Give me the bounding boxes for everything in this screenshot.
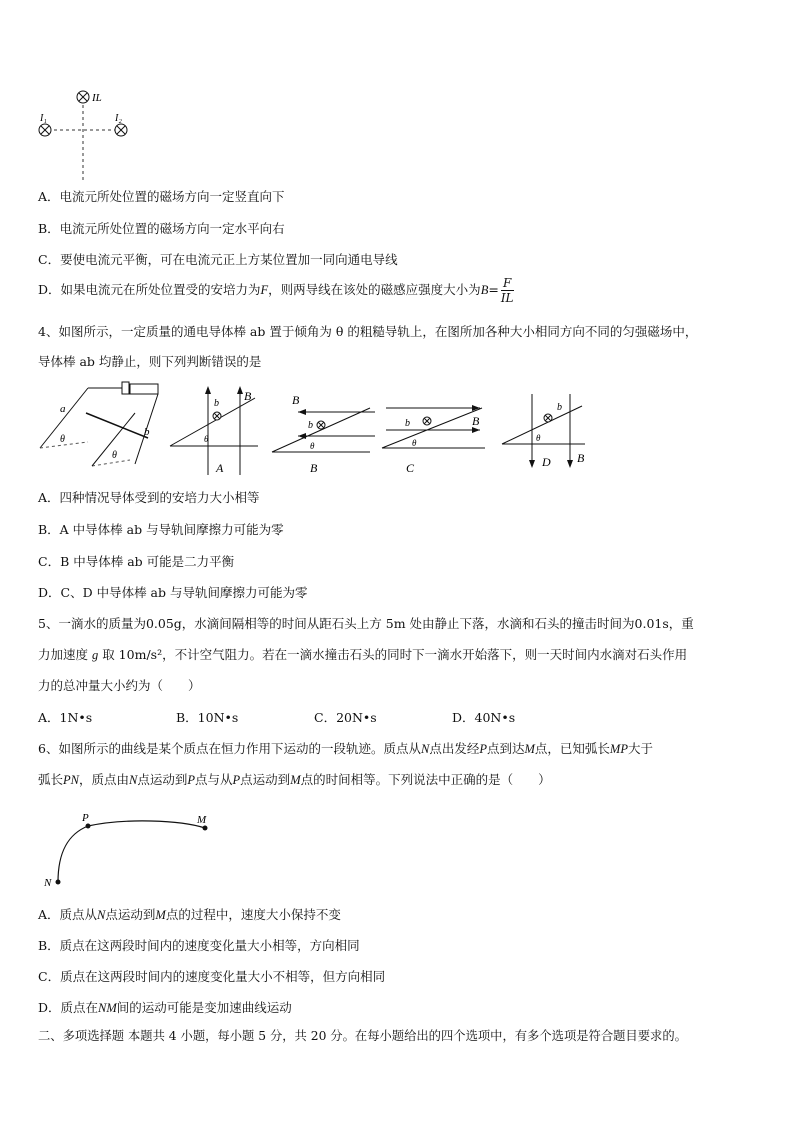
q5-option-d: D．40N•s: [452, 710, 516, 725]
wire-right-cross-icon: [115, 124, 127, 136]
label-i1: I₁: [40, 113, 47, 124]
q5-option-b: B．10N•s: [176, 710, 239, 725]
q5-option-a: A．1N•s: [38, 710, 93, 725]
q5-stem-line3: 力的总冲量大小约为（ ）: [38, 678, 201, 693]
q6-option-d: D．质点在NM间的运动可能是变加速曲线运动: [38, 1000, 292, 1015]
q3-option-b: B．电流元所处位置的磁场方向一定水平向右: [38, 221, 285, 236]
q4-option-b: B．A 中导体棒 ab 与导轨间摩擦力可能为零: [38, 522, 284, 537]
label-n: N: [44, 877, 52, 889]
svg-text:B: B: [472, 414, 480, 428]
svg-text:θ: θ: [204, 434, 209, 444]
svg-text:θ: θ: [536, 433, 541, 443]
q3-option-d: D．如果电流元在所处位置受的安培力为F，则两导线在该处的磁感应强度大小为B= $\frac{F}{IL}$: [38, 276, 514, 305]
fig-c: [382, 405, 485, 475]
label-fig-d: D: [542, 455, 551, 469]
svg-text:b: b: [405, 418, 410, 429]
label-theta-1: θ: [60, 434, 65, 445]
svg-text:b: b: [214, 398, 219, 409]
label-fig-b: B: [310, 461, 318, 475]
svg-text:B: B: [292, 393, 300, 407]
wire-top-cross-icon: [77, 91, 89, 103]
q6-stem-line1: 6、如图所示的曲线是某个质点在恒力作用下运动的一段轨迹。质点从N点出发经P点到达M点，已知弧长MP大于: [38, 741, 653, 756]
q4-option-d: D．C、D 中导体棒 ab 与导轨间摩擦力可能为零: [38, 585, 308, 600]
q6-option-c: C．质点在这两段时间内的速度变化量大小不相等，但方向相同: [38, 969, 386, 984]
fig-a: [170, 386, 258, 475]
label-m: M: [197, 814, 207, 826]
current-element-figure: [30, 85, 140, 180]
fig-d: [502, 394, 585, 469]
fraction-f-over-il: $\frac{F}{IL}$: [500, 276, 514, 305]
q6-stem-line2: 弧长PN，质点由N点运动到P点与从P点运动到M点的时间相等。下列说法中正确的是（ ）: [38, 772, 551, 787]
svg-text:B: B: [577, 451, 585, 465]
q4-option-c: C．B 中导体棒 ab 可能是二力平衡: [38, 554, 235, 569]
svg-text:B: B: [244, 389, 252, 403]
label-b: b: [144, 426, 150, 438]
wire-left-cross-icon: [39, 124, 51, 136]
q6-option-a: A．质点从N点运动到M点的过程中，速度大小保持不变: [38, 907, 341, 922]
label-theta-2: θ: [112, 450, 117, 461]
label-p: P: [82, 812, 89, 824]
trajectory-figure: [40, 812, 220, 892]
q5-option-c: C．20N•s: [314, 710, 377, 725]
q4-stem-line2: 导体棒 ab 均静止，则下列判断错误的是: [38, 354, 262, 369]
section-2-heading: 二、多项选择题 本题共 4 小题，每小题 5 分，共 20 分。在每小题给出的四个选项中，有多个选项是符合题目要求的。: [38, 1029, 687, 1043]
rail-figures: [30, 380, 600, 480]
svg-text:θ: θ: [310, 441, 315, 451]
q6-option-b: B．质点在这两段时间内的速度变化量大小相等，方向相同: [38, 938, 360, 953]
label-fig-c: C: [406, 461, 415, 475]
q4-option-a: A．四种情况导体受到的安培力大小相等: [38, 490, 260, 505]
q3-option-c: C．要使电流元平衡，可在电流元正上方某位置加一同向通电导线: [38, 252, 398, 267]
svg-text:b: b: [308, 420, 313, 431]
q4-stem-line1: 4、如图所示，一定质量的通电导体棒 ab 置于倾角为 θ 的粗糙导轨上，在图所加各种大小相同方向不同的匀强磁场中，: [38, 324, 698, 339]
label-il: IL: [92, 92, 102, 104]
svg-text:b: b: [557, 402, 562, 413]
q3-option-a: A．电流元所处位置的磁场方向一定竖直向下: [38, 189, 285, 204]
label-a: a: [60, 403, 66, 415]
q5-stem-line1: 5、一滴水的质量为0.05g，水滴间隔相等的时间从距石头上方 5m 处由静止下落，水滴和石头的撞击时间为0.01s，重: [38, 616, 694, 631]
label-fig-a: A: [216, 461, 224, 475]
rail-perspective-figure: [40, 382, 158, 466]
q5-stem-line2: 力加速度 g 取 10m/s²，不计空气阻力。若在一滴水撞击石头的同时下一滴水开始落下，则一天时间内水滴对石头作用: [38, 647, 688, 662]
svg-text:θ: θ: [412, 438, 417, 448]
label-i2: I₂: [115, 113, 122, 124]
fig-b: [272, 393, 375, 475]
